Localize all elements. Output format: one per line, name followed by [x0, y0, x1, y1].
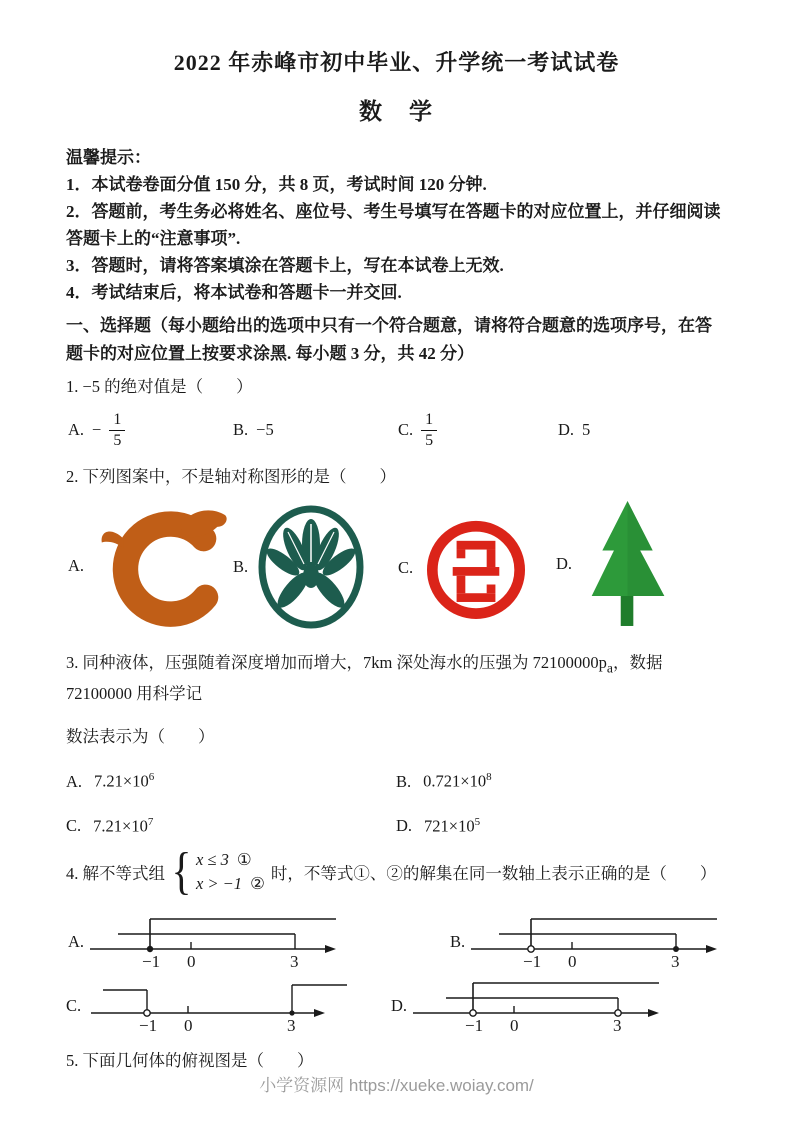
tip-item: 4．考试结束后，将本试卷和答题卡一并交回. — [66, 283, 402, 302]
option-label: A. — [68, 932, 85, 952]
q4-option-c — [66, 970, 353, 1034]
q3-option-c — [66, 816, 396, 837]
brace-icon: { — [171, 842, 192, 900]
q4-number-line-options — [66, 906, 727, 1042]
option-value: $7.21\times 10^6$ — [94, 771, 155, 791]
svg-text:3: 3 — [287, 1016, 296, 1035]
option-label: C. — [398, 558, 414, 577]
tips-heading: 温馨提示： — [66, 148, 151, 167]
option-label: A. — [66, 771, 83, 791]
option-label: D. — [556, 554, 573, 573]
inequality-2-expression: x > −1 — [195, 874, 243, 894]
q3-options-row1 — [66, 771, 727, 792]
option-value: $0.721\times 10^8$ — [423, 771, 492, 791]
option-label: C. — [66, 816, 82, 836]
number-line-a-icon — [88, 906, 340, 970]
svg-text:0: 0 — [568, 952, 577, 971]
fraction — [421, 410, 437, 449]
tip-item: 3．答题时，请将答案填涂在答题卡上，写在本试卷上无效. — [66, 256, 504, 275]
inequality-1-expression: x ≤ 3 — [195, 850, 229, 870]
option-label: B. — [233, 420, 249, 439]
circled-1-label: ① — [236, 850, 252, 870]
number-line-b-icon — [469, 906, 721, 970]
page-title: 2022 年赤峰市初中毕业、升学统一考试试卷 — [173, 50, 620, 75]
subject-title: 数 学 — [359, 99, 434, 124]
minus-sign: − — [92, 420, 102, 439]
q2-options — [66, 492, 727, 644]
option-label: A. — [68, 420, 85, 439]
option-label: B. — [396, 771, 412, 791]
q1-options — [66, 402, 727, 458]
section-1-heading: 一、选择题（每小题给出的选项中只有一个符合题意，请将符合题意的选项序号，在答题卡的对应位置上按要求涂黑. 每小题 3 分，共 42 分） — [66, 316, 712, 363]
q2-option-b — [233, 502, 364, 632]
q3-stem-line2: 数法表示为（ ） — [66, 727, 215, 747]
q3-stem-text: 3. 同种液体，压强随着深度增加而增大，7km 深处海水的压强为 72100000p — [66, 653, 607, 672]
svg-text:3: 3 — [290, 952, 299, 971]
q2-option-a — [68, 500, 231, 632]
inequality-1 — [196, 848, 265, 872]
option-label: D. — [558, 420, 575, 439]
tip-item: 1．本试卷卷面分值 150 分，共 8 页，考试时间 120 分钟. — [66, 175, 487, 194]
q3-stem-text: ，数据 72100000 用科学记 — [66, 653, 663, 704]
q3-option-a — [66, 771, 396, 792]
q1-option-d — [558, 402, 590, 458]
q4-stem — [66, 842, 727, 900]
q3-option-d — [396, 816, 726, 837]
q3-options-row2 — [66, 816, 727, 837]
tips-block — [66, 144, 727, 306]
fraction-numerator: 1 — [109, 410, 125, 430]
bank-glyph — [453, 541, 500, 602]
q4-option-b — [450, 906, 721, 970]
fraction-denominator: 5 — [113, 431, 122, 449]
pine-tree-icon — [582, 494, 674, 634]
svg-text:−1: −1 — [139, 1016, 158, 1035]
q2-stem: 2. 下列图案中，不是轴对称图形的是（ ） — [66, 467, 396, 486]
q4-stem-post: 时，不等式①、②的解集在同一数轴上表示正确的是（ ） — [270, 864, 717, 884]
fraction — [109, 410, 125, 449]
option-value: 5 — [582, 420, 591, 439]
lotus-leaves — [263, 519, 359, 612]
inequality-2 — [196, 872, 265, 896]
q5-stem: 5. 下面几何体的俯视图是（ ） — [66, 1051, 314, 1071]
q4-stem-pre: 4. 解不等式组 — [66, 864, 165, 884]
fraction-denominator: 5 — [425, 431, 434, 449]
q4-option-a — [68, 906, 340, 970]
q1-stem: 1. −5 的绝对值是（ ） — [66, 377, 253, 396]
svg-text:3: 3 — [613, 1016, 622, 1035]
q2-option-d — [556, 494, 674, 634]
inequality-system — [196, 848, 265, 896]
q1-option-c — [398, 402, 437, 458]
tip-item: 2．答题前，考生务必将姓名、座位号、考生号填写在答题卡的对应位置上，并仔细阅读答题卡上的“注意事项”. — [66, 202, 721, 248]
option-label: B. — [450, 932, 466, 952]
q3-stem-line1 — [66, 650, 727, 707]
number-line-d-icon — [411, 970, 663, 1034]
option-label: C. — [66, 996, 82, 1016]
svg-text:−1: −1 — [142, 952, 161, 971]
footer-watermark: 小学资源网 https://xueke.woiay.com/ — [259, 1076, 534, 1095]
q1-option-b — [233, 402, 274, 458]
option-label: B. — [233, 557, 249, 576]
option-label: D. — [391, 996, 408, 1016]
option-value: −5 — [256, 420, 274, 439]
svg-text:0: 0 — [187, 952, 196, 971]
svg-text:−1: −1 — [523, 952, 542, 971]
number-line-c-icon — [85, 970, 353, 1034]
fraction-numerator: 1 — [421, 410, 437, 430]
option-value: $721\times 10^5$ — [424, 815, 481, 836]
option-label: D. — [396, 816, 413, 836]
q4-option-d — [391, 970, 663, 1034]
q2-option-c — [398, 502, 529, 634]
bank-ring-logo-icon — [423, 502, 529, 634]
option-value: $7.21\times 10^7$ — [93, 815, 154, 836]
dragon-brush-logo-icon — [94, 500, 231, 632]
option-label: C. — [398, 420, 414, 439]
q3-option-b — [396, 771, 726, 792]
pa-subscript: a — [606, 660, 613, 676]
option-label: A. — [68, 556, 85, 575]
lotus-leaf-emblem-icon — [258, 502, 364, 632]
svg-text:3: 3 — [671, 952, 680, 971]
q1-option-a — [68, 402, 125, 458]
svg-text:−1: −1 — [465, 1016, 484, 1035]
svg-text:0: 0 — [510, 1016, 519, 1035]
svg-text:0: 0 — [184, 1016, 193, 1035]
circled-2-label: ② — [250, 874, 265, 894]
